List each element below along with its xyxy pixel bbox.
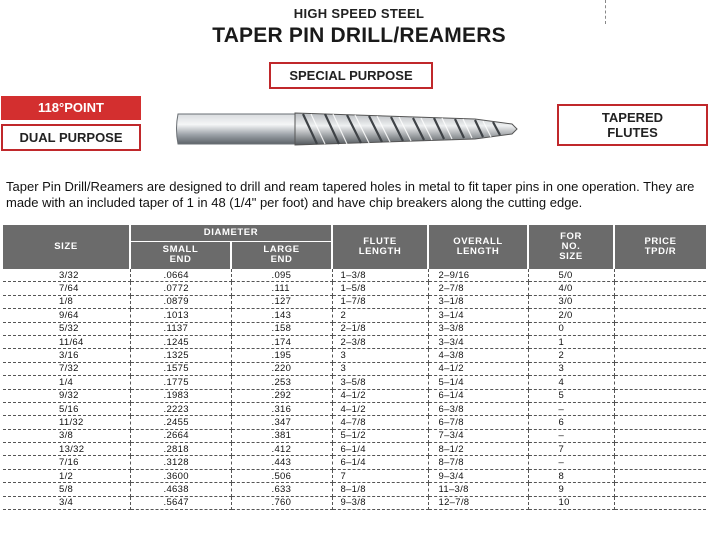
- large-end-cell: .127: [231, 295, 332, 308]
- header-text: TPD/R: [644, 246, 677, 257]
- price-cell: [614, 335, 706, 348]
- for-size-cell: 2/0: [528, 309, 614, 322]
- size-cell: 7/64: [3, 282, 130, 295]
- for-size-cell: 6: [528, 416, 614, 429]
- size-cell: 1/8: [3, 295, 130, 308]
- for-size-cell: 2: [528, 349, 614, 362]
- size-cell: 9/32: [3, 389, 130, 402]
- small-end-cell: .2664: [130, 429, 231, 442]
- table-row: [3, 469, 706, 482]
- flute-length-cell: 9–3/8: [332, 496, 428, 509]
- tapered-flutes-label: [557, 104, 708, 146]
- large-end-cell: .111: [231, 282, 332, 295]
- table-row: [3, 322, 706, 335]
- header-size: SIZE: [3, 225, 130, 269]
- size-cell: 3/8: [3, 429, 130, 442]
- overall-length-cell: 3–1/4: [428, 309, 528, 322]
- large-end-cell: .158: [231, 322, 332, 335]
- price-cell: [614, 483, 706, 496]
- header-text: PRICE: [644, 236, 677, 247]
- overall-length-cell: 6–7/8: [428, 416, 528, 429]
- large-end-cell: .760: [231, 496, 332, 509]
- header-text: OVERALL: [453, 236, 503, 247]
- price-cell: [614, 469, 706, 482]
- flute-length-cell: 4–7/8: [332, 416, 428, 429]
- price-cell: [614, 376, 706, 389]
- table-row: [3, 456, 706, 469]
- price-cell: [614, 416, 706, 429]
- for-size-cell: 5/0: [528, 269, 614, 282]
- header-price: [614, 225, 706, 269]
- table-row: [3, 416, 706, 429]
- flute-length-cell: 5–1/2: [332, 429, 428, 442]
- for-size-cell: 9: [528, 483, 614, 496]
- for-size-cell: 4/0: [528, 282, 614, 295]
- size-cell: 13/32: [3, 443, 130, 456]
- for-size-cell: 3: [528, 362, 614, 375]
- table-row: [3, 269, 706, 282]
- size-cell: 7/32: [3, 362, 130, 375]
- table-row: [3, 443, 706, 456]
- header-for-no-size: [528, 225, 614, 269]
- for-size-cell: 0: [528, 322, 614, 335]
- price-cell: [614, 402, 706, 415]
- for-size-cell: 7: [528, 443, 614, 456]
- overall-length-cell: 6–3/8: [428, 402, 528, 415]
- header-diameter: DIAMETER: [130, 225, 332, 241]
- for-size-cell: –: [528, 429, 614, 442]
- small-end-cell: .2223: [130, 402, 231, 415]
- large-end-cell: .347: [231, 416, 332, 429]
- overall-length-cell: 4–1/2: [428, 362, 528, 375]
- small-end-cell: .1575: [130, 362, 231, 375]
- for-size-cell: 3/0: [528, 295, 614, 308]
- small-end-cell: .1245: [130, 335, 231, 348]
- overall-length-cell: 7–3/4: [428, 429, 528, 442]
- flute-length-cell: 3: [332, 362, 428, 375]
- overall-length-cell: 8–1/2: [428, 443, 528, 456]
- small-end-cell: .1983: [130, 389, 231, 402]
- price-cell: [614, 443, 706, 456]
- for-size-cell: 5: [528, 389, 614, 402]
- flute-length-cell: 3: [332, 349, 428, 362]
- table-row: [3, 496, 706, 509]
- table-row: [3, 349, 706, 362]
- large-end-cell: .316: [231, 402, 332, 415]
- table-row: [3, 282, 706, 295]
- dual-purpose-label: DUAL PURPOSE: [1, 124, 141, 151]
- price-cell: [614, 456, 706, 469]
- price-cell: [614, 429, 706, 442]
- tapered-line-1: TAPERED: [601, 110, 664, 125]
- table-row: [3, 429, 706, 442]
- price-cell: [614, 322, 706, 335]
- size-cell: 11/64: [3, 335, 130, 348]
- supertitle: HIGH SPEED STEEL: [293, 6, 425, 21]
- specifications-table: [3, 225, 706, 510]
- small-end-cell: .0879: [130, 295, 231, 308]
- page-title: TAPER PIN DRILL/REAMERS: [212, 24, 506, 47]
- header-text: LENGTH: [358, 246, 402, 257]
- drill-reamer-image: [175, 108, 520, 150]
- size-cell: 3/32: [3, 269, 130, 282]
- small-end-cell: .1137: [130, 322, 231, 335]
- small-end-cell: .1325: [130, 349, 231, 362]
- small-end-cell: .4638: [130, 483, 231, 496]
- for-size-cell: 10: [528, 496, 614, 509]
- price-cell: [614, 349, 706, 362]
- overall-length-cell: 5–1/4: [428, 376, 528, 389]
- small-end-cell: .1775: [130, 376, 231, 389]
- small-end-cell: .5647: [130, 496, 231, 509]
- size-cell: 3/4: [3, 496, 130, 509]
- overall-length-cell: 12–7/8: [428, 496, 528, 509]
- price-cell: [614, 282, 706, 295]
- flute-length-cell: 6–1/4: [332, 443, 428, 456]
- point-angle-badge: 118°POINT: [1, 96, 141, 120]
- small-end-cell: .2455: [130, 416, 231, 429]
- overall-length-cell: 3–3/4: [428, 335, 528, 348]
- price-cell: [614, 269, 706, 282]
- large-end-cell: .633: [231, 483, 332, 496]
- flute-length-cell: 1–5/8: [332, 282, 428, 295]
- size-cell: 9/64: [3, 309, 130, 322]
- header-text: END: [169, 254, 192, 266]
- header-large-end: [231, 241, 332, 269]
- overall-length-cell: 8–7/8: [428, 456, 528, 469]
- size-cell: 5/16: [3, 402, 130, 415]
- overall-length-cell: 3–1/8: [428, 295, 528, 308]
- flute-length-cell: 4–1/2: [332, 402, 428, 415]
- header-text: FOR: [560, 231, 582, 242]
- overall-length-cell: 11–3/8: [428, 483, 528, 496]
- table-row: [3, 309, 706, 322]
- header-text: FLUTE: [363, 236, 397, 247]
- header-text: NO.: [561, 241, 581, 252]
- table-row: [3, 402, 706, 415]
- table-row: [3, 335, 706, 348]
- size-cell: 7/16: [3, 456, 130, 469]
- flute-length-cell: 6–1/4: [332, 456, 428, 469]
- table-row: [3, 376, 706, 389]
- flute-length-cell: 1–3/8: [332, 269, 428, 282]
- table-row: [3, 362, 706, 375]
- table-row: [3, 295, 706, 308]
- table-row: [3, 389, 706, 402]
- small-end-cell: .0772: [130, 282, 231, 295]
- large-end-cell: .381: [231, 429, 332, 442]
- header-text: SIZE: [559, 251, 583, 262]
- small-end-cell: .0664: [130, 269, 231, 282]
- table-row: [3, 483, 706, 496]
- flute-length-cell: 2–1/8: [332, 322, 428, 335]
- size-cell: 5/32: [3, 322, 130, 335]
- header-text: LARGE: [263, 244, 300, 256]
- large-end-cell: .195: [231, 349, 332, 362]
- table-body: [3, 269, 706, 510]
- flute-length-cell: 7: [332, 469, 428, 482]
- price-cell: [614, 295, 706, 308]
- overall-length-cell: 2–9/16: [428, 269, 528, 282]
- for-size-cell: –: [528, 456, 614, 469]
- flute-length-cell: 2: [332, 309, 428, 322]
- special-purpose-label: SPECIAL PURPOSE: [269, 62, 433, 89]
- flute-length-cell: 3–5/8: [332, 376, 428, 389]
- tapered-line-2: FLUTES: [607, 125, 658, 140]
- large-end-cell: .220: [231, 362, 332, 375]
- header-text: SMALL: [162, 244, 199, 256]
- small-end-cell: .3128: [130, 456, 231, 469]
- header-overall-length: [428, 225, 528, 269]
- small-end-cell: .2818: [130, 443, 231, 456]
- large-end-cell: .443: [231, 456, 332, 469]
- flute-length-cell: 1–7/8: [332, 295, 428, 308]
- overall-length-cell: 4–3/8: [428, 349, 528, 362]
- size-cell: 1/4: [3, 376, 130, 389]
- header-flute-length: [332, 225, 428, 269]
- overall-length-cell: 6–1/4: [428, 389, 528, 402]
- price-cell: [614, 496, 706, 509]
- large-end-cell: .253: [231, 376, 332, 389]
- overall-length-cell: 9–3/4: [428, 469, 528, 482]
- large-end-cell: .292: [231, 389, 332, 402]
- size-cell: 11/32: [3, 416, 130, 429]
- header-small-end: [130, 241, 231, 269]
- price-cell: [614, 309, 706, 322]
- small-end-cell: .1013: [130, 309, 231, 322]
- large-end-cell: .506: [231, 469, 332, 482]
- flute-length-cell: 2–3/8: [332, 335, 428, 348]
- flute-length-cell: 4–1/2: [332, 389, 428, 402]
- size-cell: 5/8: [3, 483, 130, 496]
- overall-length-cell: 2–7/8: [428, 282, 528, 295]
- large-end-cell: .143: [231, 309, 332, 322]
- overall-length-cell: 3–3/8: [428, 322, 528, 335]
- header-text: LENGTH: [456, 246, 500, 257]
- for-size-cell: –: [528, 402, 614, 415]
- flute-length-cell: 8–1/8: [332, 483, 428, 496]
- size-cell: 3/16: [3, 349, 130, 362]
- header-text: END: [270, 254, 293, 266]
- description-paragraph: Taper Pin Drill/Reamers are designed to drill and ream tapered holes in metal to fit taper pins in one operation. They are made with an included taper of 1 in 48 (1/4" per foot) and have chip breakers along the cutting edge.: [6, 179, 695, 210]
- large-end-cell: .412: [231, 443, 332, 456]
- large-end-cell: .095: [231, 269, 332, 282]
- for-size-cell: 1: [528, 335, 614, 348]
- price-cell: [614, 389, 706, 402]
- for-size-cell: 8: [528, 469, 614, 482]
- small-end-cell: .3600: [130, 469, 231, 482]
- for-size-cell: 4: [528, 376, 614, 389]
- large-end-cell: .174: [231, 335, 332, 348]
- price-cell: [614, 362, 706, 375]
- size-cell: 1/2: [3, 469, 130, 482]
